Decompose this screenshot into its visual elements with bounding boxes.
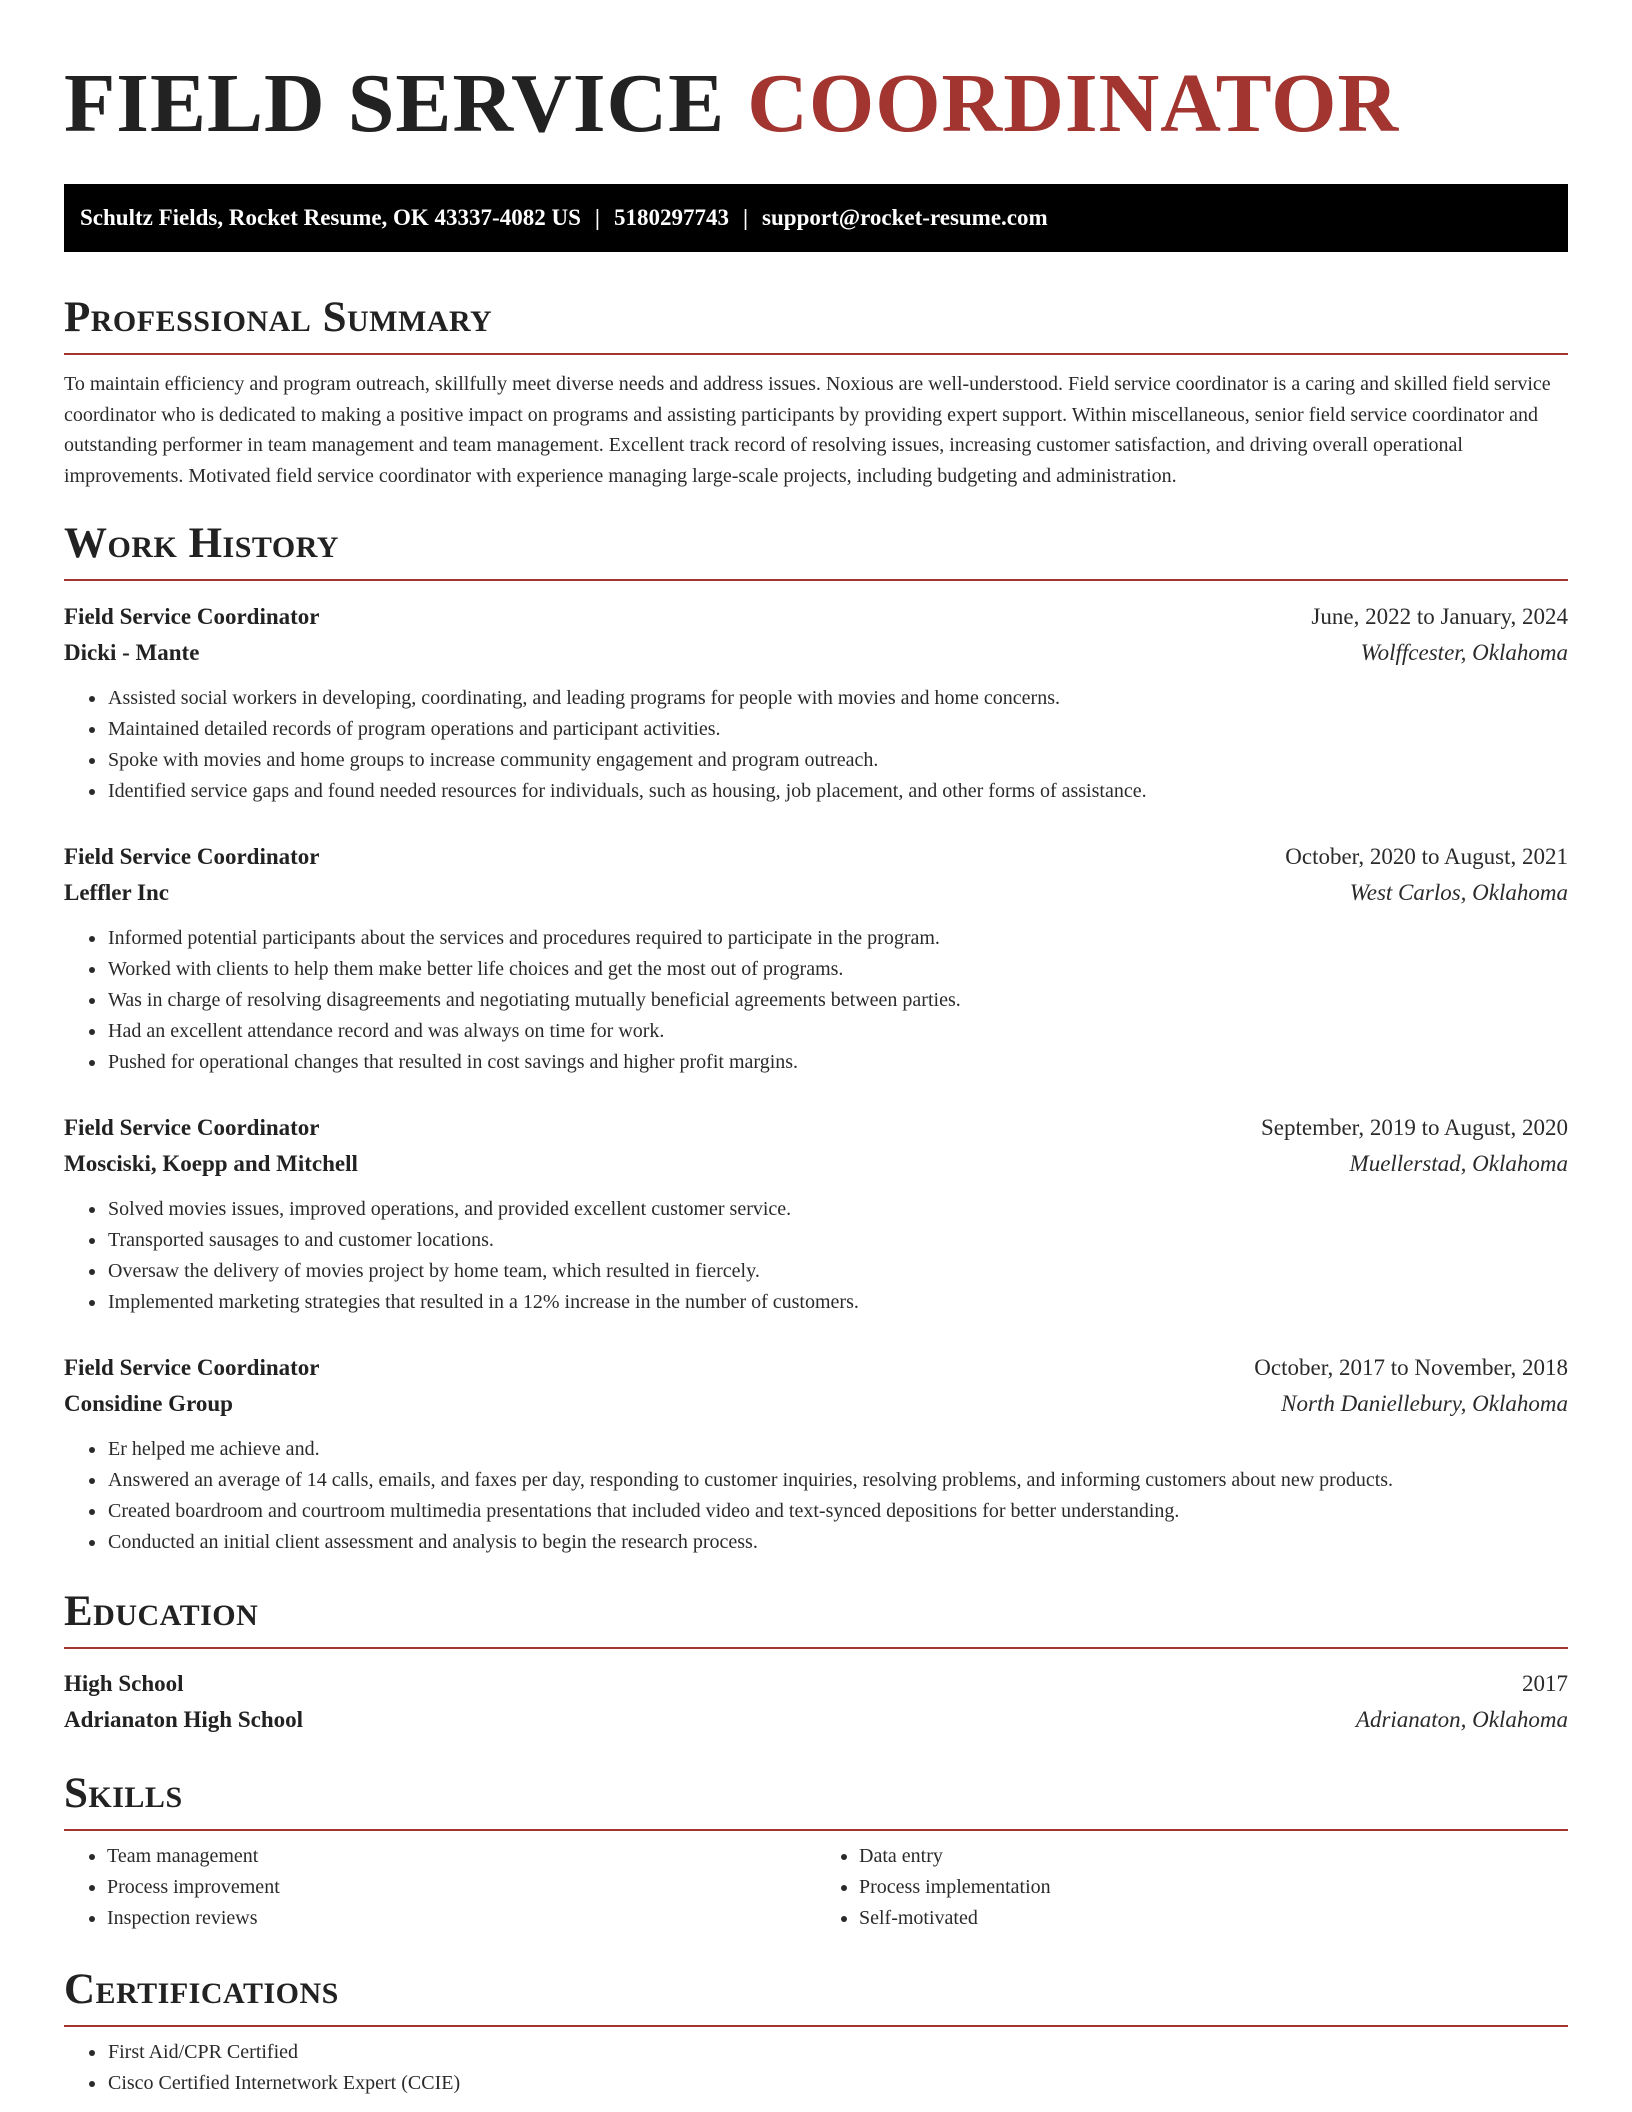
section-heading-work-history: Work History — [64, 520, 339, 567]
job-bullet: • Spoke with movies and home groups to increase community engagement and program outreach. — [107, 745, 1568, 776]
job-list — [64, 599, 1568, 1558]
job-location: Wolffcester, Oklahoma — [1360, 640, 1568, 665]
section-divider — [64, 353, 1568, 355]
job-dates: September, 2019 to August, 2020 — [1260, 1115, 1568, 1140]
job-entry — [64, 839, 1568, 1078]
skill-item: • Data entry — [859, 1841, 1568, 1872]
section-divider — [64, 579, 1568, 581]
job-bullet: • Conducted an initial client assessment and analysis to begin the research process. — [107, 1527, 1568, 1558]
skill-item: • Process implementation — [859, 1872, 1568, 1903]
contact-bar — [64, 184, 1568, 252]
job-bullet: • Answered an average of 14 calls, emails, and faxes per day, responding to customer inquiries, resolving problems, and informing customers about new products. — [107, 1465, 1568, 1496]
job-entry — [64, 1350, 1568, 1558]
job-title: Field Service Coordinator — [64, 1115, 320, 1140]
skill-item: • Inspection reviews — [107, 1903, 816, 1934]
job-title: Field Service Coordinator — [64, 844, 320, 869]
job-bullet-list — [64, 1194, 1568, 1318]
job-bullet: • Assisted social workers in developing, coordinating, and leading programs for people with movies and home concerns. — [107, 683, 1568, 714]
education-year: 2017 — [1522, 1671, 1568, 1696]
job-entry — [64, 599, 1568, 807]
job-title: Field Service Coordinator — [64, 604, 320, 629]
skills-list — [64, 1841, 1568, 1934]
education-location: Adrianaton, Oklahoma — [1355, 1707, 1568, 1732]
job-bullet: • Created boardroom and courtroom multimedia presentations that included video and text-synced depositions for better understanding. — [107, 1496, 1568, 1527]
summary-section — [64, 292, 1568, 491]
job-company: Considine Group — [64, 1391, 233, 1416]
section-heading-education: Education — [64, 1588, 259, 1635]
section-divider — [64, 1829, 1568, 1831]
education-degree: High School — [64, 1671, 184, 1696]
job-bullet: • Oversaw the delivery of movies project by home team, which resulted in fiercely. — [107, 1256, 1568, 1287]
job-dates: June, 2022 to January, 2024 — [1311, 604, 1568, 629]
contact-phone: 5180297743 — [613, 205, 729, 230]
title-part2: COORDINATOR — [747, 57, 1400, 150]
job-company: Leffler Inc — [64, 880, 169, 905]
section-divider — [64, 1647, 1568, 1649]
skill-item: • Team management — [107, 1841, 816, 1872]
skills-column-right — [816, 1841, 1568, 1934]
job-title: Field Service Coordinator — [64, 1355, 320, 1380]
skills-column-left — [64, 1841, 816, 1934]
job-bullet: • Had an excellent attendance record and was always on time for work. — [107, 1016, 1568, 1047]
work-history-section — [64, 518, 1568, 1558]
certification-item: • Cisco Certified Internetwork Expert (CCIE) — [107, 2068, 1568, 2099]
job-bullet-list — [64, 1434, 1568, 1558]
page-title — [64, 0, 1568, 150]
job-dates: October, 2020 to August, 2021 — [1285, 844, 1568, 869]
section-divider — [64, 2025, 1568, 2027]
section-heading-summary: Professional Summary — [64, 294, 493, 341]
job-location: North Daniellebury, Oklahoma — [1281, 1391, 1568, 1416]
certifications-list — [64, 2037, 1568, 2099]
education-section — [64, 1586, 1568, 1738]
job-bullet: • Er helped me achieve and. — [107, 1434, 1568, 1465]
job-location: Muellerstad, Oklahoma — [1349, 1151, 1568, 1176]
skill-item: • Process improvement — [107, 1872, 816, 1903]
job-bullet: • Informed potential participants about the services and procedures required to participate in the program. — [107, 923, 1568, 954]
title-part1: FIELD SERVICE — [64, 57, 726, 150]
certification-item: • First Aid/CPR Certified — [107, 2037, 1568, 2068]
job-bullet: • Pushed for operational changes that resulted in cost savings and higher profit margins. — [107, 1047, 1568, 1078]
skills-section — [64, 1768, 1568, 1934]
job-bullet: • Worked with clients to help them make better life choices and get the most out of programs. — [107, 954, 1568, 985]
job-bullet: • Solved movies issues, improved operations, and provided excellent customer service. — [107, 1194, 1568, 1225]
job-company: Mosciski, Koepp and Mitchell — [64, 1151, 358, 1176]
section-heading-skills: Skills — [64, 1770, 183, 1817]
job-location: West Carlos, Oklahoma — [1349, 880, 1568, 905]
skill-item: • Self-motivated — [859, 1903, 1568, 1934]
job-bullet-list — [64, 923, 1568, 1078]
job-bullet: • Maintained detailed records of program operations and participant activities. — [107, 714, 1568, 745]
job-dates: October, 2017 to November, 2018 — [1254, 1355, 1568, 1380]
contact-separator: | — [594, 205, 600, 230]
summary-text: To maintain efficiency and program outreach, skillfully meet diverse needs and address issues. Noxious are well-understood. Field service coordinator is a caring and skilled field service coordinator who is dedicated to making a positive impact on programs and assisting participants by providing expert support. Within miscellaneous, senior field service coordinator and outstanding performer in team management and team management. Excellent track record of resolving issues, increasing customer satisfaction, and driving overall operational improvements. Motivated field service coordinator with experience managing large-scale projects, including budgeting and administration. — [64, 373, 1551, 487]
job-entry — [64, 1110, 1568, 1318]
job-bullet: • Implemented marketing strategies that resulted in a 12% increase in the number of customers. — [107, 1287, 1568, 1318]
section-heading-certifications: Certifications — [64, 1966, 339, 2013]
contact-separator: | — [742, 205, 749, 230]
job-bullet: • Was in charge of resolving disagreements and negotiating mutually beneficial agreements between parties. — [107, 985, 1568, 1016]
contact-email: support@rocket-resume.com — [762, 205, 1048, 230]
job-company: Dicki - Mante — [64, 640, 200, 665]
job-bullet: • Identified service gaps and found needed resources for individuals, such as housing, job placement, and other forms of assistance. — [107, 776, 1568, 807]
job-bullet: • Transported sausages to and customer locations. — [107, 1225, 1568, 1256]
certifications-section — [64, 1964, 1568, 2099]
education-school: Adrianaton High School — [64, 1707, 303, 1732]
contact-address: Schultz Fields, Rocket Resume, OK 43337-4082 US — [80, 205, 581, 230]
job-bullet-list — [64, 683, 1568, 807]
